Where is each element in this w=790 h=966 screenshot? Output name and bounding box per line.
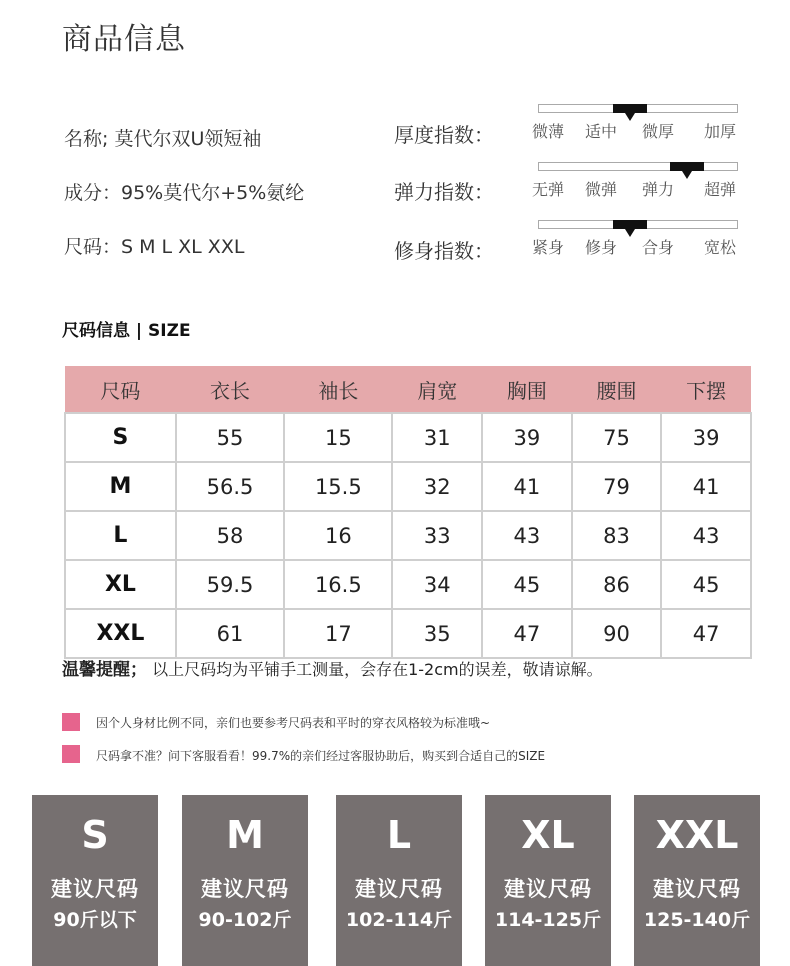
card-weight: 90-102斤 bbox=[198, 909, 292, 931]
size-section-title: 尺码信息 | SIZE bbox=[62, 321, 191, 341]
column-header: 尺码 bbox=[65, 366, 176, 413]
card-label: 建议尺码 bbox=[504, 877, 592, 901]
table-cell: 47 bbox=[482, 609, 572, 658]
scale-option: 微弹 bbox=[584, 180, 618, 199]
table-cell: 39 bbox=[661, 413, 751, 462]
table-cell: 61 bbox=[176, 609, 284, 658]
table-cell: 55 bbox=[176, 413, 284, 462]
card-size: S bbox=[81, 813, 109, 857]
scale-option: 微厚 bbox=[641, 122, 675, 141]
column-header: 袖长 bbox=[284, 366, 392, 413]
table-row bbox=[65, 560, 751, 609]
size-cell: S bbox=[65, 413, 176, 462]
table-row bbox=[65, 462, 751, 511]
table-cell: 16 bbox=[284, 511, 392, 560]
card-size: L bbox=[386, 813, 412, 857]
table-cell: 32 bbox=[392, 462, 482, 511]
table-row bbox=[65, 413, 751, 462]
table-cell: 33 bbox=[392, 511, 482, 560]
scale-option: 弹力 bbox=[641, 180, 675, 199]
recommend-card-m bbox=[182, 795, 308, 966]
scale-arrow-icon bbox=[625, 229, 635, 237]
recommend-card-l bbox=[336, 795, 462, 966]
scale-option: 微薄 bbox=[531, 122, 565, 141]
elasticity-index-label: 弹力指数： bbox=[394, 180, 494, 204]
scale-option: 无弹 bbox=[531, 180, 565, 199]
bullet-square-icon bbox=[62, 745, 80, 763]
scale-option: 加厚 bbox=[703, 122, 737, 141]
table-cell: 41 bbox=[661, 462, 751, 511]
recommend-card-xl bbox=[485, 795, 611, 966]
table-cell: 47 bbox=[661, 609, 751, 658]
measurement-note bbox=[62, 655, 603, 680]
table-cell: 39 bbox=[482, 413, 572, 462]
note-text: 以上尺码均为平铺手工测量，会存在1-2cm的误差，敬请谅解。 bbox=[152, 660, 603, 679]
column-header: 腰围 bbox=[572, 366, 662, 413]
recommend-card-s bbox=[32, 795, 158, 966]
scale-option: 修身 bbox=[584, 238, 618, 257]
scale-marker bbox=[613, 104, 647, 113]
card-label: 建议尺码 bbox=[201, 877, 289, 901]
table-cell: 86 bbox=[572, 560, 662, 609]
scale-option: 适中 bbox=[584, 122, 618, 141]
product-material: 成分：95%莫代尔+5%氨纶 bbox=[64, 182, 305, 204]
table-cell: 41 bbox=[482, 462, 572, 511]
table-cell: 15.5 bbox=[284, 462, 392, 511]
card-weight: 102-114斤 bbox=[345, 909, 453, 931]
table-cell: 45 bbox=[482, 560, 572, 609]
card-size: M bbox=[226, 813, 264, 857]
column-header: 下摆 bbox=[661, 366, 751, 413]
table-cell: 15 bbox=[284, 413, 392, 462]
card-label: 建议尺码 bbox=[51, 877, 139, 901]
table-row bbox=[65, 609, 751, 658]
table-cell: 59.5 bbox=[176, 560, 284, 609]
size-table bbox=[64, 366, 752, 659]
column-header: 衣长 bbox=[176, 366, 284, 413]
tip-text: 尺码拿不准？问下客服看看！99.7%的亲们经过客服协助后，购买到合适自己的SIZE bbox=[96, 749, 546, 763]
table-cell: 79 bbox=[572, 462, 662, 511]
scale-marker bbox=[613, 220, 647, 229]
thickness-index-label: 厚度指数： bbox=[394, 123, 494, 147]
table-cell: 43 bbox=[661, 511, 751, 560]
fit-index-label: 修身指数： bbox=[394, 239, 494, 263]
table-cell: 35 bbox=[392, 609, 482, 658]
product-sizes: 尺码：S M L XL XXL bbox=[64, 236, 245, 258]
size-cell: XXL bbox=[65, 609, 176, 658]
scale-arrow-icon bbox=[682, 171, 692, 179]
scale-option: 宽松 bbox=[703, 238, 737, 257]
table-cell: 90 bbox=[572, 609, 662, 658]
tip-text: 因个人身材比例不同，亲们也要参考尺码表和平时的穿衣风格较为标准哦~ bbox=[96, 716, 491, 730]
table-header-row bbox=[65, 366, 751, 413]
size-cell: L bbox=[65, 511, 176, 560]
table-cell: 58 bbox=[176, 511, 284, 560]
table-cell: 34 bbox=[392, 560, 482, 609]
size-cell: XL bbox=[65, 560, 176, 609]
table-cell: 83 bbox=[572, 511, 662, 560]
column-header: 胸围 bbox=[482, 366, 572, 413]
scale-track bbox=[538, 162, 738, 171]
table-cell: 31 bbox=[392, 413, 482, 462]
card-size: XXL bbox=[655, 813, 739, 857]
table-row bbox=[65, 511, 751, 560]
note-lead: 温馨提醒； bbox=[62, 660, 147, 680]
scale-arrow-icon bbox=[625, 113, 635, 121]
table-cell: 75 bbox=[572, 413, 662, 462]
card-size: XL bbox=[521, 813, 575, 857]
scale-option: 合身 bbox=[641, 238, 675, 257]
card-weight: 114-125斤 bbox=[494, 909, 602, 931]
card-weight: 125-140斤 bbox=[643, 909, 751, 931]
card-weight: 90斤以下 bbox=[53, 909, 137, 931]
column-header: 肩宽 bbox=[392, 366, 482, 413]
table-cell: 45 bbox=[661, 560, 751, 609]
scale-option: 紧身 bbox=[531, 238, 565, 257]
table-cell: 16.5 bbox=[284, 560, 392, 609]
size-cell: M bbox=[65, 462, 176, 511]
product-name: 名称; 莫代尔双U领短袖 bbox=[64, 128, 262, 150]
recommend-card-xxl bbox=[634, 795, 760, 966]
table-cell: 43 bbox=[482, 511, 572, 560]
scale-option: 超弹 bbox=[703, 180, 737, 199]
card-label: 建议尺码 bbox=[355, 877, 443, 901]
table-cell: 56.5 bbox=[176, 462, 284, 511]
scale-marker bbox=[670, 162, 704, 171]
card-label: 建议尺码 bbox=[653, 877, 741, 901]
bullet-square-icon bbox=[62, 713, 80, 731]
table-cell: 17 bbox=[284, 609, 392, 658]
page-title: 商品信息 bbox=[62, 22, 186, 57]
